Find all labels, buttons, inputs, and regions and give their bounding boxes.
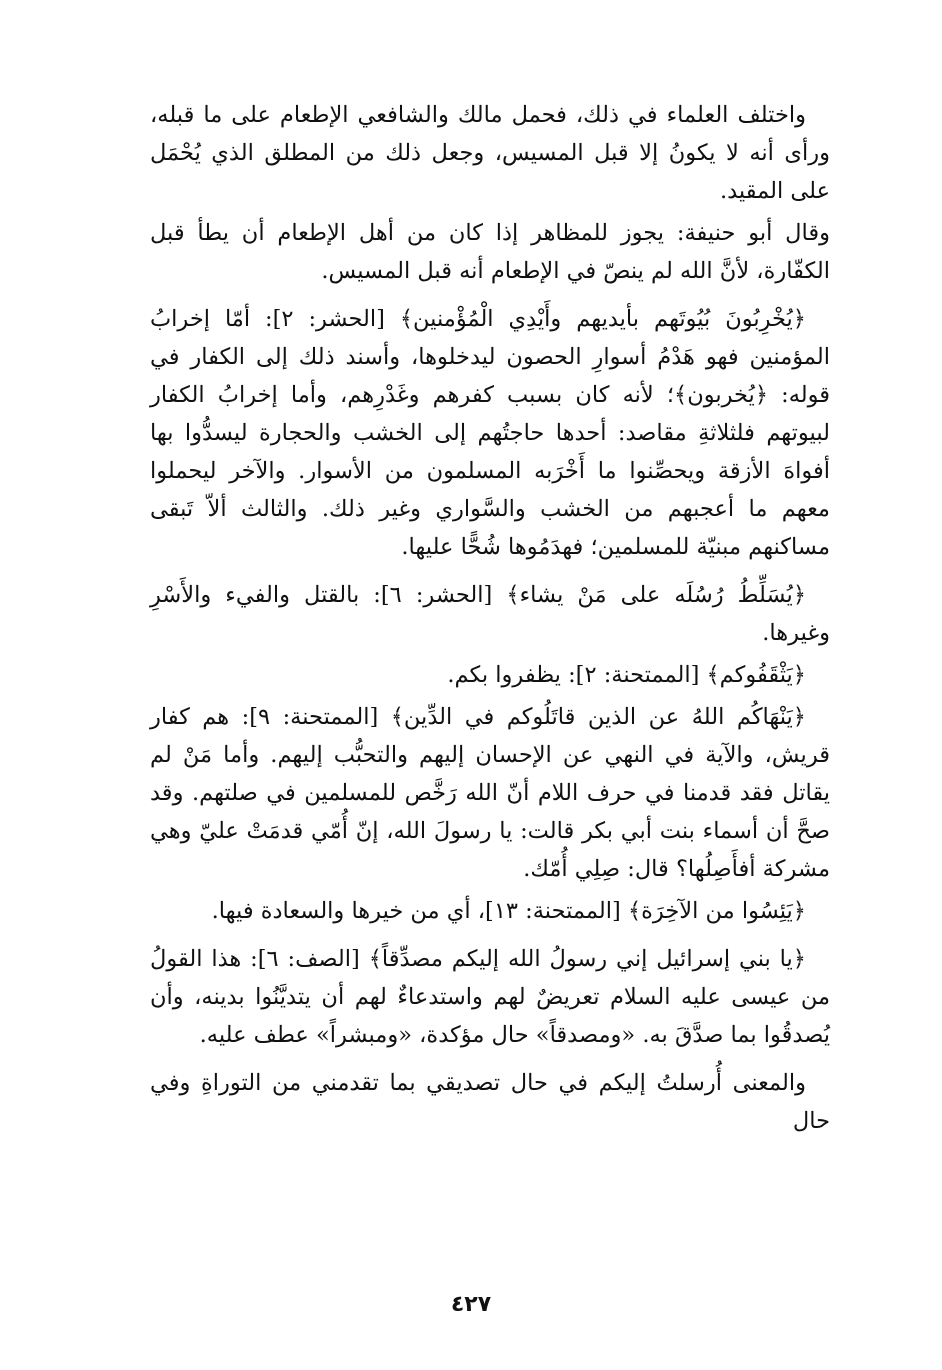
- page-text: [150, 96, 830, 1276]
- paragraph-2: وقال أبو حنيفة: يجوز للمظاهر إذا كان من أهل الإطعام أن يطأ قبل الكفّارة، لأنَّ الله لم ينصّ في الإطعام أنه قبل المسيس.: [150, 220, 830, 284]
- page-number: ٤٢٧: [450, 1292, 492, 1317]
- paragraph-5: ﴿يَثْقَفُوكم﴾ [الممتحنة: ٢]: يظفروا بكم.: [447, 662, 806, 688]
- paragraph-7: ﴿يَئِسُوا من الآخِرَة﴾ [الممتحنة: ١٣]، أي من خيرها والسعادة فيها.: [211, 898, 806, 924]
- paragraph-9: والمعنى أُرسلتُ إليكم في حال تصديقي بما تقدمني من التوراةِ وفي حال: [150, 1070, 830, 1134]
- paragraph-1: واختلف العلماء في ذلك، فحمل مالك والشافعي الإطعام على ما قبله، ورأى أنه لا يكونُ إلا قبل المسيس، وجعل ذلك من المطلق الذي يُحْمَل على المقيد.: [150, 102, 830, 204]
- paragraph-4: ﴿يُسَلِّطُ رُسُلَه على مَنْ يشاء﴾ [الحشر: ٦]: بالقتل والفيء والأَسْرِ وغيرها.: [150, 582, 830, 646]
- paragraph-8: ﴿يا بني إسرائيل إني رسولُ الله إليكم مصدِّقاً﴾ [الصف: ٦]: هذا القولُ من عيسى عليه السلام تعريضٌ لهم واستدعاءٌ لهم أن يتديَّنُوا بدينه، وأن يُصدقُوا بما صدَّقَ به. «ومصدقاً» حال مؤكدة، «ومبشراً» عطف عليه.: [150, 946, 830, 1048]
- paragraph-6: ﴿يَنْهَاكُم اللهُ عن الذين قاتَلُوكم في الدِّين﴾ [الممتحنة: ٩]: هم كفار قريش، والآية في النهي عن الإحسان إليهم والتحبُّب إليهم. وأما مَنْ لم يقاتل فقد قدمنا في حرف اللام أنّ الله رَخَّص للمسلمين في صلتهم. وقد صحَّ أن أسماء بنت أبي بكر قالت: يا رسولَ الله، إنّ أُمّي قدمَتْ عليّ وهي مشركة أفأَصِلُها؟ قال: صِلِي أُمّك.: [150, 704, 830, 882]
- paragraph-3: ﴿يُخْرِبُونَ بُيُوتَهم بأيديهم وأَيْدِي الْمُؤْمنين﴾ [الحشر: ٢]: أمّا إخرابُ المؤمنين فهو هَدْمُ أسوارِ الحصون ليدخلوها، وأسند ذلك إلى الكفار في قوله: ﴿يُخربون﴾؛ لأنه كان بسبب كفرهم وغَدْرِهم، وأما إخرابُ الكفار لبيوتهم فلثلاثةِ مقاصد: أحدها حاجتُهم إلى الخشب والحجارة ليسدُّوا بها أفواهَ الأزقة ويحصِّنوا ما أَخْرَبه المسلمون من الأسوار. والآخر ليحملوا معهم ما أعجبهم من الخشب والسَّواري وغير ذلك. والثالث ألاّ تَبقى مساكنهم مبنيّة للمسلمين؛ فهدَمُوها شُحًّا عليها.: [150, 306, 830, 560]
